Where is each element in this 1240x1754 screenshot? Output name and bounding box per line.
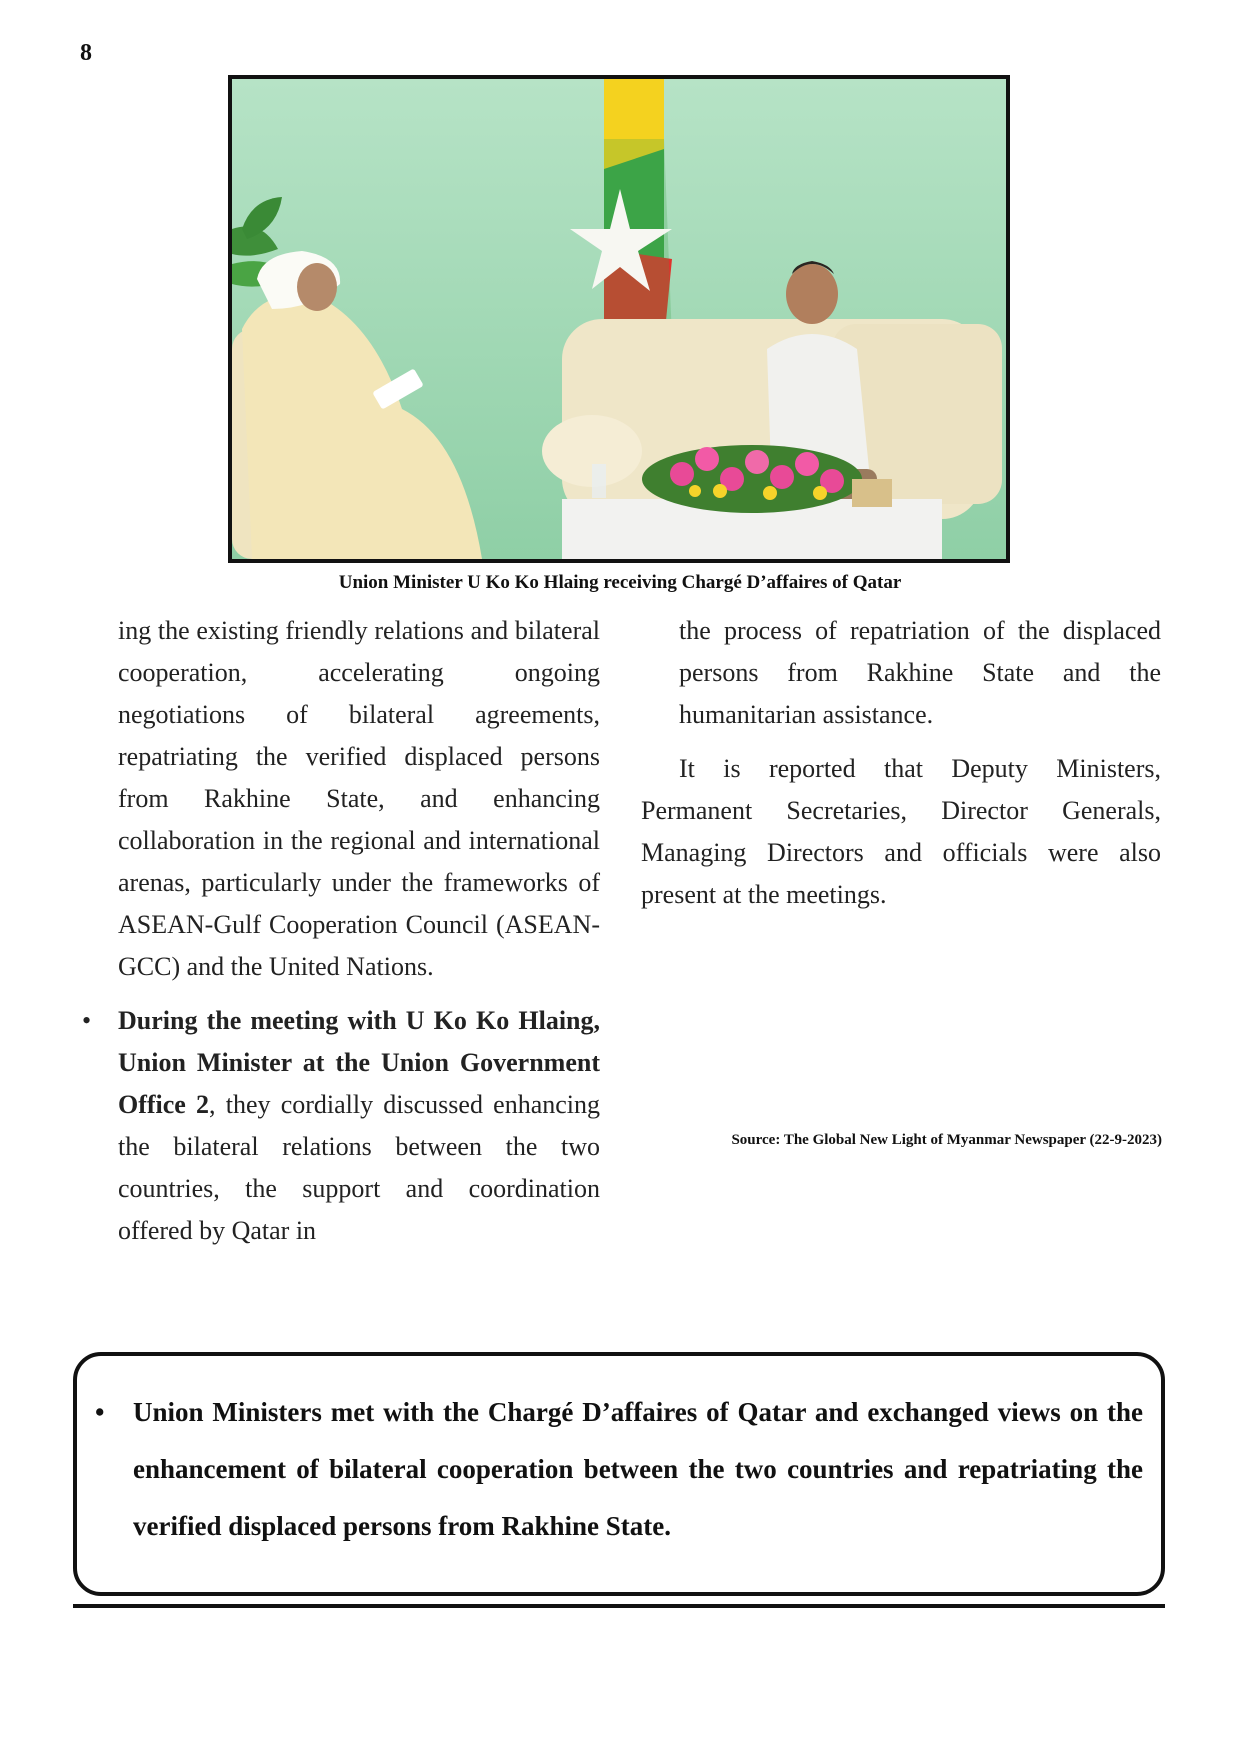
left-bullet-paragraph xyxy=(82,1000,600,1252)
right-paragraph-1: the process of repatriation of the displaced persons from Rakhine State and the humanitarian assistance. xyxy=(679,616,1161,729)
page-number: 8 xyxy=(80,40,92,66)
source-citation: Source: The Global New Light of Myanmar Newspaper (22-9-2023) xyxy=(731,1132,1162,1148)
left-paragraph-1: ing the existing friendly relations and bilateral cooperation, accelerating ongoing negotiations of bilateral agreements, repatriating the verified displaced persons from Rakhine State, and enhancing collaboration in the regional and international arenas, particularly under the frameworks of ASEAN-Gulf Cooperation Council (ASEAN-GCC) and the United Nations. xyxy=(118,616,600,981)
photo-caption: Union Minister U Ko Ko Hlaing receiving Chargé D’affaires of Qatar xyxy=(338,572,902,593)
summary-text xyxy=(95,1384,1143,1555)
bullet-bold-lead: During the meeting with U Ko Ko Hlaing, Union Minister at the Union Government Office 2 xyxy=(118,1006,600,1119)
summary-box xyxy=(73,1352,1165,1596)
bullet-body: , they cordially discussed enhancing the bilateral relations between the two countries, the support and coordination offered by Qatar in xyxy=(118,1090,600,1245)
right-column xyxy=(641,610,1161,916)
summary-bullet-marker: • xyxy=(95,1397,105,1427)
left-column xyxy=(82,610,600,1252)
meeting-photo-illustration xyxy=(232,79,1006,559)
bottom-rule xyxy=(73,1604,1165,1608)
meeting-photo xyxy=(228,75,1010,563)
right-paragraph-2: It is reported that Deputy Ministers, Permanent Secretaries, Director Generals, Managing Directors and officials were also present at the meetings. xyxy=(641,754,1161,909)
summary-body: Union Ministers met with the Chargé D’affaires of Qatar and exchanged views on the enhancement of bilateral cooperation between the two countries and repatriating the verified displaced persons from Rakhine State. xyxy=(133,1397,1143,1541)
bullet-marker: • xyxy=(82,1006,92,1035)
